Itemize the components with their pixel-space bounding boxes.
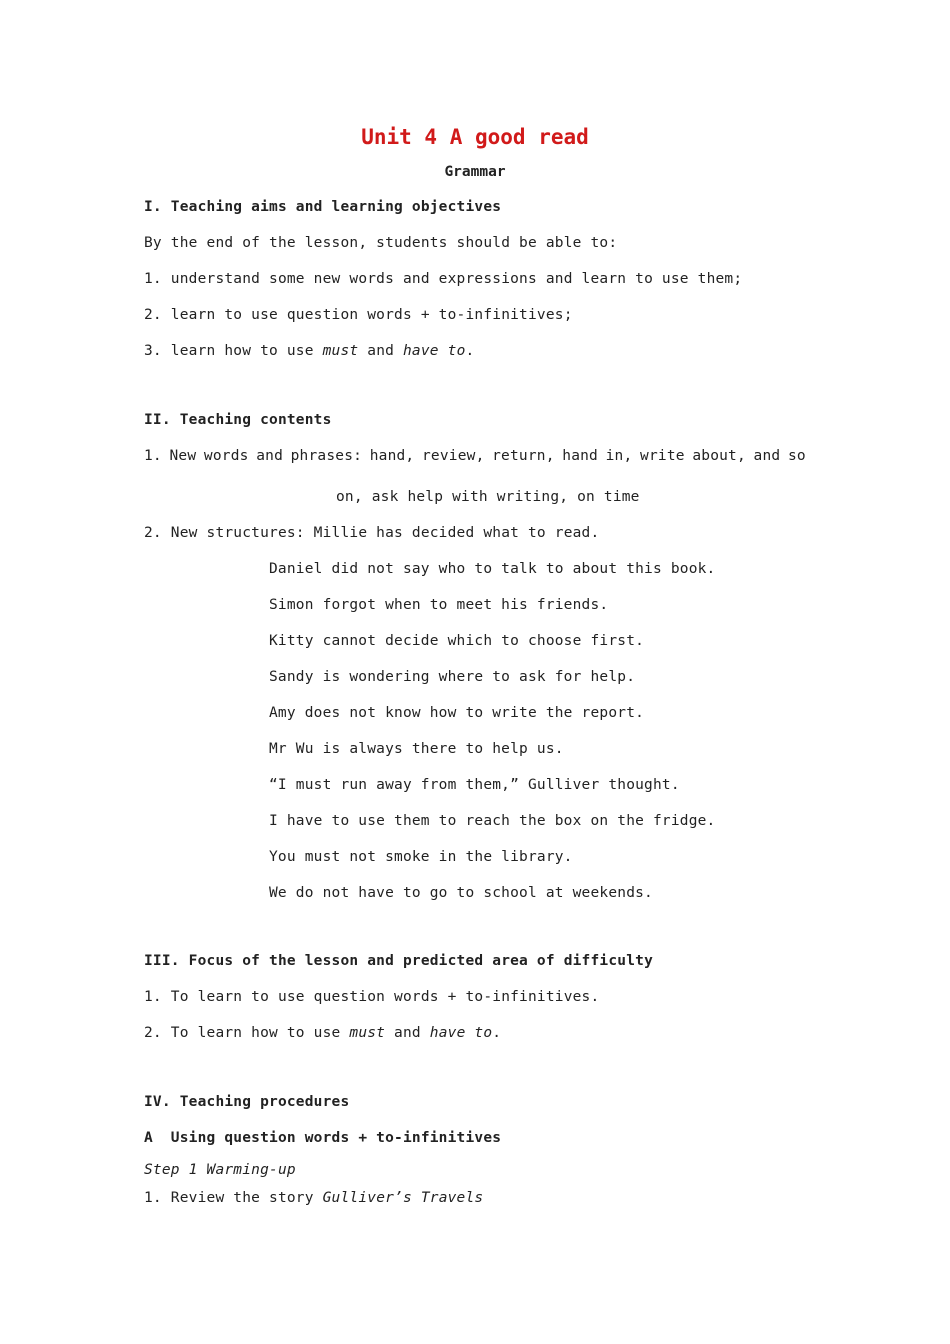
section-1-heading: I. Teaching aims and learning objectives bbox=[144, 199, 502, 215]
section-4-subheading: A Using question words + to-infinitives bbox=[144, 1130, 502, 1146]
word: so bbox=[787, 448, 806, 464]
word: 1. bbox=[144, 448, 162, 464]
structure-line: Sandy is wondering where to ask for help. bbox=[269, 669, 636, 685]
structure-line: Amy does not know how to write the report. bbox=[269, 705, 645, 721]
item-2-and: and bbox=[385, 1025, 430, 1041]
word: hand, bbox=[369, 448, 415, 464]
word: return, bbox=[492, 448, 555, 464]
item-2-must: must bbox=[349, 1025, 386, 1041]
page-title: Unit 4 A good read bbox=[361, 125, 589, 149]
section-1-item-1: 1. understand some new words and expressions and learn to use them; bbox=[144, 271, 743, 287]
section-1-item-3 bbox=[144, 342, 474, 360]
word: in, bbox=[605, 448, 633, 464]
structure-line: I have to use them to reach the box on the fridge. bbox=[269, 813, 716, 829]
structure-line: You must not smoke in the library. bbox=[269, 849, 573, 865]
word: words bbox=[203, 448, 249, 464]
section-4-heading: IV. Teaching procedures bbox=[144, 1094, 350, 1110]
item-3-and: and bbox=[358, 343, 403, 359]
item-3-have-to: have to bbox=[403, 343, 466, 359]
section-3-heading: III. Focus of the lesson and predicted area of difficulty bbox=[144, 953, 653, 969]
word: phrases: bbox=[290, 448, 363, 464]
item-3-must: must bbox=[322, 343, 359, 359]
word: review, bbox=[421, 448, 485, 464]
word: hand bbox=[562, 448, 598, 464]
structure-line: Simon forgot when to meet his friends. bbox=[269, 597, 609, 613]
section-3-item-1: 1. To learn to use question words + to-infinitives. bbox=[144, 989, 600, 1005]
review-story-line bbox=[144, 1189, 483, 1207]
structure-line: Kitty cannot decide which to choose first. bbox=[269, 633, 645, 649]
structures-intro: 2. New structures: Millie has decided what to read. bbox=[144, 525, 600, 541]
word: and bbox=[256, 448, 283, 464]
review-prefix: 1. Review the story bbox=[144, 1190, 323, 1206]
structure-line: Daniel did not say who to talk to about this book. bbox=[269, 561, 716, 577]
structure-line: “I must run away from them,” Gulliver thought. bbox=[269, 777, 680, 793]
section-1-intro: By the end of the lesson, students should be able to: bbox=[144, 235, 618, 251]
section-3-item-2 bbox=[144, 1024, 501, 1042]
structure-line: We do not have to go to school at weekends. bbox=[269, 885, 653, 901]
step-1-label: Step 1 Warming-up bbox=[144, 1162, 296, 1178]
item-2-prefix: 2. To learn how to use bbox=[144, 1025, 350, 1041]
item-2-end: . bbox=[492, 1025, 502, 1041]
word: write bbox=[640, 448, 685, 464]
word: and bbox=[753, 448, 781, 464]
page-subtitle: Grammar bbox=[444, 164, 506, 180]
structure-line: Mr Wu is always there to help us. bbox=[269, 741, 564, 757]
section-2-heading: II. Teaching contents bbox=[144, 412, 332, 428]
item-3-end: . bbox=[465, 343, 475, 359]
item-2-have-to: have to bbox=[429, 1025, 493, 1041]
book-title: Gulliver’s Travels bbox=[322, 1190, 484, 1206]
item-3-prefix: 3. learn how to use bbox=[144, 343, 323, 359]
word: New bbox=[169, 448, 197, 464]
words-phrases-line-1 bbox=[144, 447, 806, 465]
section-1-item-2: 2. learn to use question words + to-infinitives; bbox=[144, 307, 573, 323]
word: about, bbox=[692, 448, 746, 464]
words-phrases-line-2: on, ask help with writing, on time bbox=[336, 489, 640, 505]
